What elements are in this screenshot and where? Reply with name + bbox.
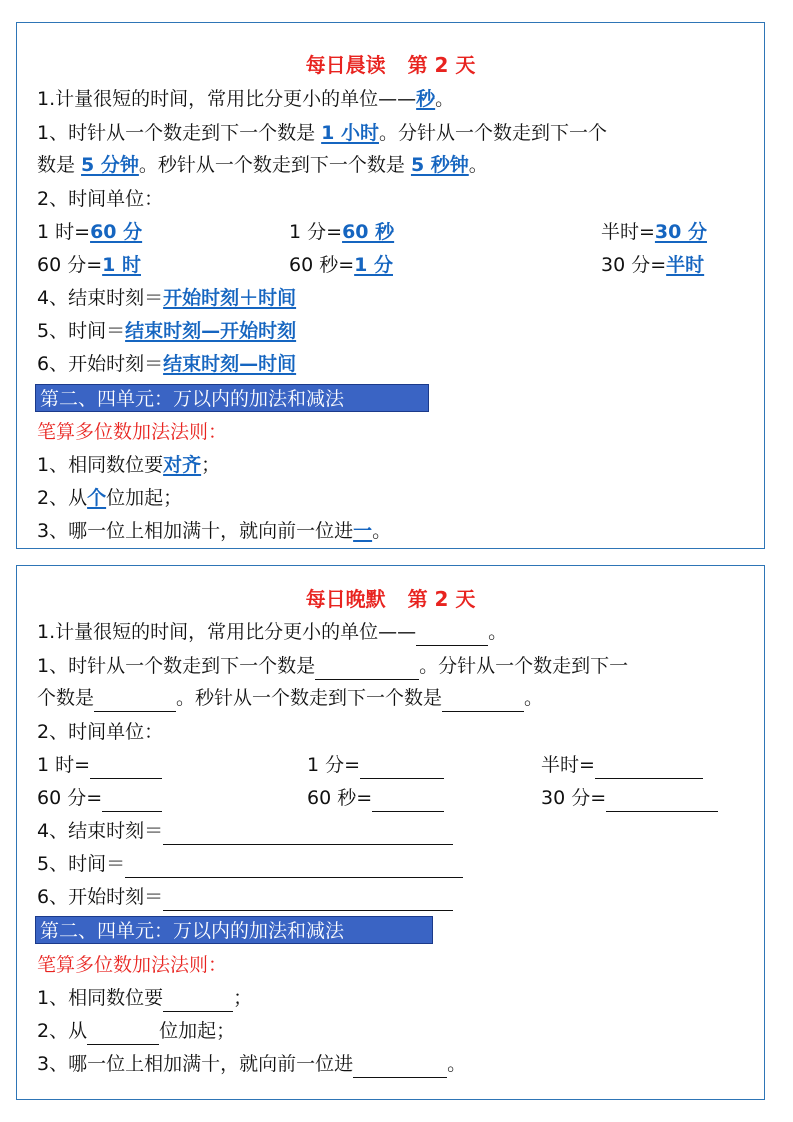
blank-field[interactable] xyxy=(353,1055,447,1078)
blank-field[interactable] xyxy=(442,689,524,712)
blank-field[interactable] xyxy=(372,789,444,812)
morning-title-day: 第 2 天 xyxy=(407,53,476,77)
blank-field[interactable] xyxy=(125,855,463,878)
evening-dictation-card xyxy=(16,565,765,1100)
morning-title xyxy=(17,49,764,78)
blank-field[interactable] xyxy=(360,756,444,779)
evening-time-units-heading: 2、时间单位： xyxy=(37,721,164,743)
evening-rule-title: 笔算多位数加法法则： xyxy=(37,954,228,976)
morning-line-2: 1、时针从一个数走到下一个数是 1 小时。分针从一个数走到下一个 xyxy=(37,122,607,144)
blank-field[interactable] xyxy=(87,1022,159,1045)
morning-reading-card xyxy=(16,22,765,549)
evening-formula-4: 4、结束时刻＝ xyxy=(37,817,453,845)
answer: 个 xyxy=(87,487,107,509)
morning-formula-5: 5、时间＝结束时刻—开始时刻 xyxy=(37,320,297,342)
answer: 1 分 xyxy=(354,254,393,276)
blank-field[interactable] xyxy=(606,789,718,812)
answer: 60 分 xyxy=(90,221,143,243)
evening-line-2: 1、时针从一个数走到下一个数是 。分针从一个数走到下一 xyxy=(37,652,628,680)
answer: 对齐 xyxy=(163,454,202,476)
answer: 秒 xyxy=(416,88,436,110)
answer: 1 时 xyxy=(102,254,141,276)
evening-title-main: 每日晚默 xyxy=(305,587,386,611)
morning-rule-2: 2、从个位加起； xyxy=(37,487,183,509)
blank-field[interactable] xyxy=(90,756,162,779)
blank-field[interactable] xyxy=(163,989,233,1012)
answer: 5 秒钟 xyxy=(410,154,469,176)
answer: 半时 xyxy=(666,254,705,276)
answer: 60 秒 xyxy=(342,221,395,243)
morning-unit-4: 60 分=1 时 xyxy=(37,254,141,276)
blank-field[interactable] xyxy=(163,822,453,845)
evening-unit-5: 60 秒= xyxy=(307,784,444,812)
evening-line-3: 个数是 。秒针从一个数走到下一个数是 。 xyxy=(37,684,543,712)
blank-field[interactable] xyxy=(416,623,488,646)
morning-title-main: 每日晨读 xyxy=(305,53,386,77)
evening-unit-3: 半时= xyxy=(541,751,703,779)
morning-rule-title: 笔算多位数加法法则： xyxy=(37,421,228,443)
evening-rule-1: 1、相同数位要 ； xyxy=(37,984,252,1012)
evening-formula-6: 6、开始时刻＝ xyxy=(37,883,453,911)
answer: 结束时刻—开始时刻 xyxy=(125,320,297,342)
evening-rule-3: 3、哪一位上相加满十，就向前一位进 。 xyxy=(37,1050,466,1078)
morning-time-units-heading: 2、时间单位： xyxy=(37,188,164,210)
evening-rule-2: 2、从 位加起； xyxy=(37,1017,235,1045)
evening-unit-6: 30 分= xyxy=(541,784,718,812)
evening-title-day: 第 2 天 xyxy=(407,587,476,611)
blank-field[interactable] xyxy=(163,888,453,911)
evening-unit-4: 60 分= xyxy=(37,784,162,812)
evening-formula-5: 5、时间＝ xyxy=(37,850,463,878)
morning-formula-6: 6、开始时刻＝结束时刻—时间 xyxy=(37,353,297,375)
blank-field[interactable] xyxy=(94,689,176,712)
evening-title xyxy=(17,583,764,612)
evening-unit-banner: 第二、四单元：万以内的加法和减法 xyxy=(35,916,433,944)
answer: 5 分钟 xyxy=(81,154,139,176)
blank-field[interactable] xyxy=(102,789,162,812)
morning-unit-2: 1 分=60 秒 xyxy=(289,221,395,243)
answer: 1 小时 xyxy=(321,122,379,144)
answer: 一 xyxy=(353,520,373,542)
morning-unit-6: 30 分=半时 xyxy=(601,254,705,276)
morning-line-3: 数是 5 分钟。秒针从一个数走到下一个数是 5 秒钟。 xyxy=(37,154,488,176)
morning-unit-5: 60 秒=1 分 xyxy=(289,254,393,276)
morning-formula-4: 4、结束时刻＝开始时刻＋时间 xyxy=(37,287,297,309)
evening-unit-2: 1 分= xyxy=(307,751,444,779)
answer: 结束时刻—时间 xyxy=(163,353,297,375)
morning-unit-1: 1 时=60 分 xyxy=(37,221,143,243)
blank-field[interactable] xyxy=(595,756,703,779)
morning-line-1: 1.计量很短的时间，常用比分更小的单位——秒。 xyxy=(37,88,455,110)
morning-rule-3: 3、哪一位上相加满十，就向前一位进一。 xyxy=(37,520,392,542)
evening-unit-1: 1 时= xyxy=(37,751,162,779)
morning-rule-1: 1、相同数位要对齐； xyxy=(37,454,221,476)
blank-field[interactable] xyxy=(315,657,419,680)
answer: 开始时刻＋时间 xyxy=(163,287,297,309)
morning-unit-banner: 第二、四单元：万以内的加法和减法 xyxy=(35,384,429,412)
answer: 30 分 xyxy=(654,221,707,243)
evening-line-1: 1.计量很短的时间，常用比分更小的单位—— 。 xyxy=(37,618,507,646)
morning-unit-3: 半时=30 分 xyxy=(601,221,707,243)
